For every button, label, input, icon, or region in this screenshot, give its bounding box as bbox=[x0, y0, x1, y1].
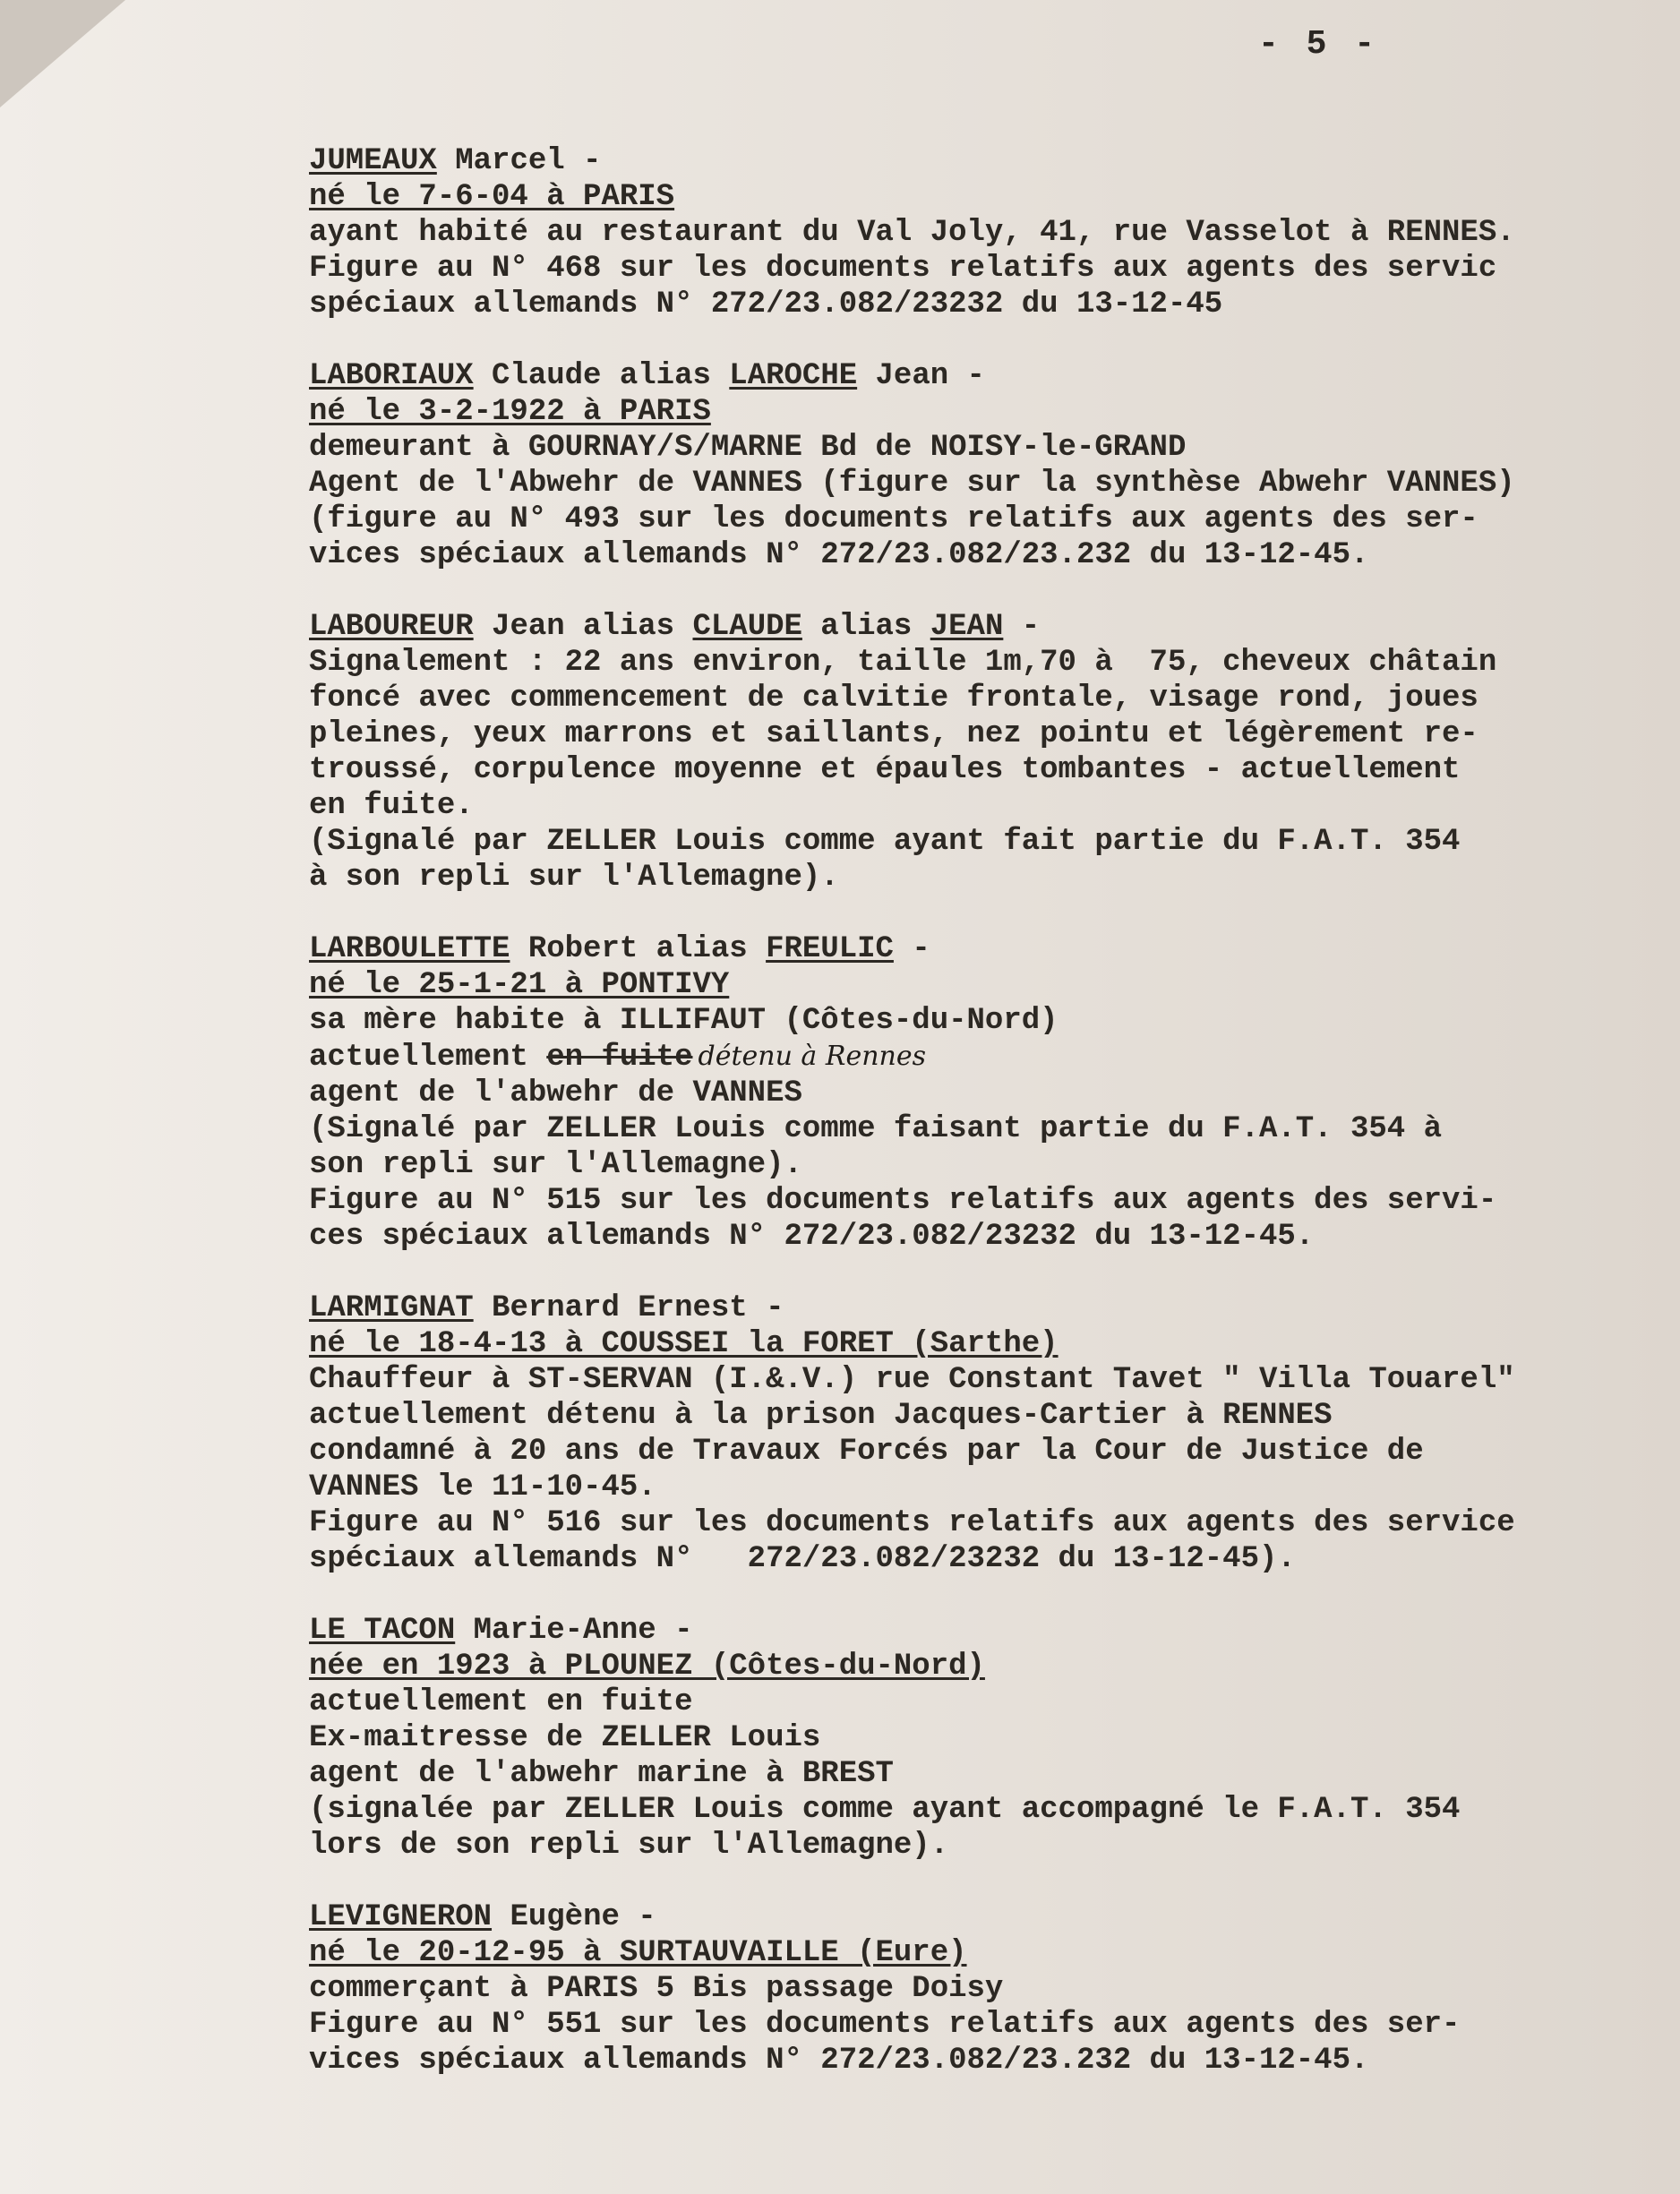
entries-list bbox=[309, 143, 1675, 2114]
entry-line: agent de l'abwehr de VANNES bbox=[309, 1076, 802, 1110]
entry-line: actuellement en fuite bbox=[309, 1685, 693, 1719]
entry-line: son repli sur l'Allemagne). bbox=[309, 1148, 802, 1182]
surname: LARBOULETTE bbox=[309, 932, 510, 966]
entry-line: commerçant à PARIS 5 Bis passage Doisy bbox=[309, 1972, 1004, 2006]
entry-line: troussé, corpulence moyenne et épaules tombantes - actuellement bbox=[309, 753, 1461, 787]
status-line bbox=[309, 1039, 1675, 1076]
alias-name: FREULIC bbox=[766, 932, 894, 966]
birth-line: né le 20-12-95 à SURTAUVAILLE (Eure) bbox=[309, 1936, 967, 1970]
status-prefix: actuellement bbox=[309, 1041, 547, 1075]
entry-line: pleines, yeux marrons et saillants, nez pointu et légèrement re- bbox=[309, 717, 1479, 751]
entry-line: demeurant à GOURNAY/S/MARNE Bd de NOISY-le-GRAND bbox=[309, 431, 1187, 465]
surname: JUMEAUX bbox=[309, 144, 437, 178]
entry-line: Signalement : 22 ans environ, taille 1m,70 à 75, cheveux châtain bbox=[309, 646, 1497, 680]
entry-line: spéciaux allemands N° 272/23.082/23232 du 13-12-45 bbox=[309, 287, 1223, 321]
entry-name bbox=[309, 358, 1675, 394]
entry-line: Figure au N° 551 sur les documents relatifs aux agents des ser- bbox=[309, 2008, 1461, 2042]
surname: LABOUREUR bbox=[309, 610, 474, 644]
birth-line: né le 18-4-13 à COUSSEI la FORET (Sarthe) bbox=[309, 1327, 1059, 1361]
entry-line: (figure au N° 493 sur les documents relatifs aux agents des ser- bbox=[309, 502, 1479, 536]
entry-line: vices spéciaux allemands N° 272/23.082/23.232 du 13-12-45. bbox=[309, 2044, 1369, 2078]
given-name: Eugène - bbox=[492, 1900, 656, 1934]
entry-line: agent de l'abwehr marine à BREST bbox=[309, 1757, 894, 1791]
entry-name bbox=[309, 1899, 1675, 1935]
surname: LE TACON bbox=[309, 1614, 456, 1648]
entry-line: foncé avec commencement de calvitie frontale, visage rond, joues bbox=[309, 681, 1479, 716]
alias-name: JEAN bbox=[930, 610, 1004, 644]
birth-line: née en 1923 à PLOUNEZ (Côtes-du-Nord) bbox=[309, 1650, 985, 1684]
entry-levigneron bbox=[309, 1899, 1675, 2078]
entry-line: Chauffeur à ST-SERVAN (I.&.V.) rue Constant Tavet " Villa Touarel" bbox=[309, 1363, 1515, 1397]
entry-name bbox=[309, 609, 1675, 645]
given-name: Bernard Ernest - bbox=[473, 1291, 784, 1325]
handwritten-annotation: détenu à Rennes bbox=[698, 1041, 926, 1072]
entry-name bbox=[309, 1613, 1675, 1649]
entry-line: en fuite. bbox=[309, 789, 474, 823]
entry-line: VANNES le 11-10-45. bbox=[309, 1470, 656, 1504]
entry-line: sa mère habite à ILLIFAUT (Côtes-du-Nord) bbox=[309, 1004, 1059, 1038]
surname: LABORIAUX bbox=[309, 359, 474, 393]
given-name: Marcel - bbox=[436, 144, 602, 178]
entry-line: Figure au N° 516 sur les documents relatifs aux agents des service bbox=[309, 1506, 1515, 1540]
entry-line: Figure au N° 515 sur les documents relatifs aux agents des servi- bbox=[309, 1184, 1497, 1218]
entry-line: ces spéciaux allemands N° 272/23.082/23232 du 13-12-45. bbox=[309, 1220, 1315, 1254]
alias-name: LAROCHE bbox=[729, 359, 858, 393]
surname: LEVIGNERON bbox=[309, 1900, 493, 1934]
name-text: Robert alias bbox=[510, 932, 767, 966]
entry-line: lors de son repli sur l'Allemagne). bbox=[309, 1829, 949, 1863]
entry-line: à son repli sur l'Allemagne). bbox=[309, 861, 839, 895]
name-text: - bbox=[893, 932, 930, 966]
surname: LARMIGNAT bbox=[309, 1291, 474, 1325]
name-text: Jean alias bbox=[473, 610, 693, 644]
entry-le-tacon bbox=[309, 1613, 1675, 1864]
struck-text: en fuite bbox=[546, 1041, 693, 1075]
entry-jumeaux bbox=[309, 143, 1675, 322]
entry-laboriaux bbox=[309, 358, 1675, 573]
given-name: Marie-Anne - bbox=[455, 1614, 693, 1648]
birth-line: né le 25-1-21 à PONTIVY bbox=[309, 968, 730, 1002]
entry-line: (Signalé par ZELLER Louis comme ayant fait partie du F.A.T. 354 bbox=[309, 825, 1461, 859]
entry-line: (Signalé par ZELLER Louis comme faisant partie du F.A.T. 354 à bbox=[309, 1112, 1443, 1146]
page-number: - 5 - bbox=[1258, 25, 1379, 64]
name-text: alias bbox=[801, 610, 930, 644]
entry-line: condamné à 20 ans de Travaux Forcés par la Cour de Justice de bbox=[309, 1435, 1424, 1469]
entry-line: spéciaux allemands N° 272/23.082/23232 du 13-12-45). bbox=[309, 1542, 1296, 1576]
entry-name bbox=[309, 1290, 1675, 1326]
entry-laboureur bbox=[309, 609, 1675, 896]
entry-line: Agent de l'Abwehr de VANNES (figure sur la synthèse Abwehr VANNES) bbox=[309, 467, 1515, 501]
entry-line: Ex-maitresse de ZELLER Louis bbox=[309, 1721, 821, 1755]
name-text: Claude alias bbox=[473, 359, 730, 393]
entry-larboulette bbox=[309, 931, 1675, 1255]
name-text: Jean - bbox=[857, 359, 985, 393]
entry-name bbox=[309, 931, 1675, 967]
birth-line: né le 7-6-04 à PARIS bbox=[309, 180, 675, 214]
entry-line: ayant habité au restaurant du Val Joly, 41, rue Vasselot à RENNES. bbox=[309, 216, 1515, 250]
entry-line: vices spéciaux allemands N° 272/23.082/23.232 du 13-12-45. bbox=[309, 538, 1369, 572]
folded-corner bbox=[0, 0, 125, 107]
entry-larmignat bbox=[309, 1290, 1675, 1577]
entry-name bbox=[309, 143, 1675, 179]
entry-line: actuellement détenu à la prison Jacques-Cartier à RENNES bbox=[309, 1399, 1333, 1433]
name-text: - bbox=[1003, 610, 1041, 644]
birth-line: né le 3-2-1922 à PARIS bbox=[309, 395, 711, 429]
entry-line: (signalée par ZELLER Louis comme ayant accompagné le F.A.T. 354 bbox=[309, 1793, 1461, 1827]
alias-name: CLAUDE bbox=[692, 610, 802, 644]
entry-line: Figure au N° 468 sur les documents relatifs aux agents des servic bbox=[309, 252, 1497, 286]
